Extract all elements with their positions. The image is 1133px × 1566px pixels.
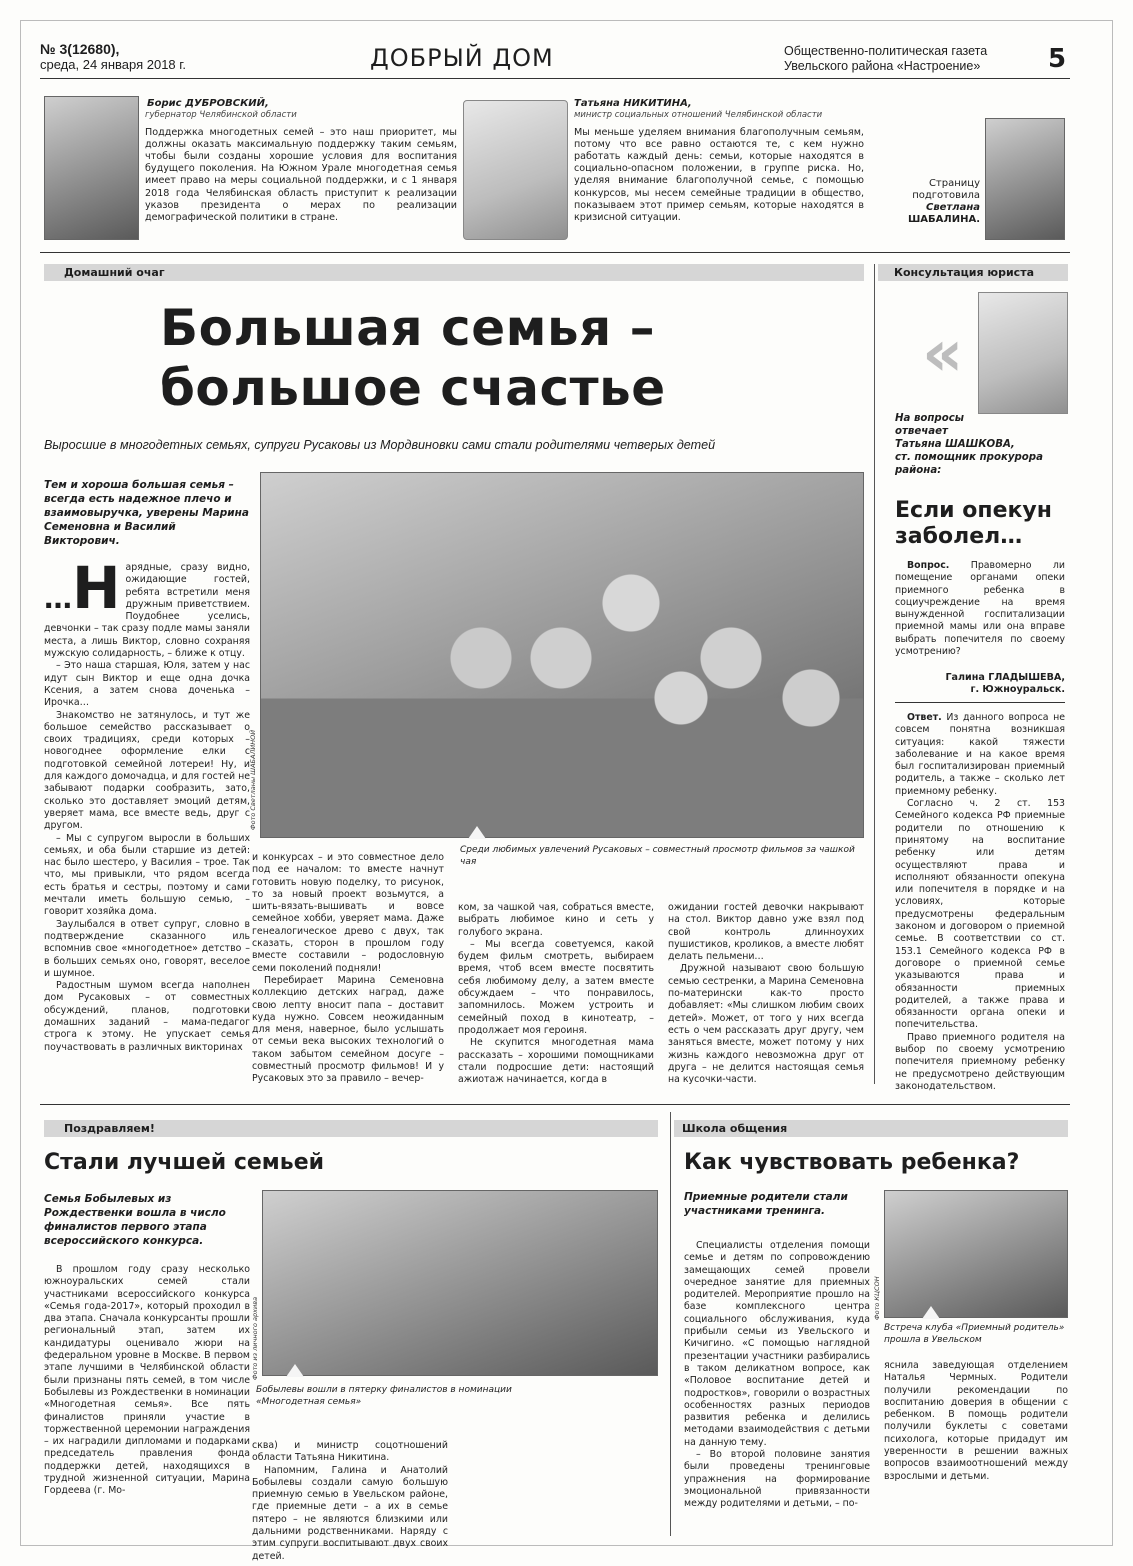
dropcap [44,554,121,623]
answer-text: Из данного вопроса не совсем понятна возникшая ситуация: какой тяжести заболевание и на какое время был госпитализирован приемный родитель, а также – сколько лет приемному ребенку. [895,712,1065,797]
congrats-title: Стали лучшей семьей [44,1150,325,1175]
section-title: ДОБРЫЙ ДОМ [370,44,554,72]
issue-number: № 3(12680), [40,41,120,57]
paragraph: Согласно ч. 2 ст. 153 Семейного кодекса РФ приемные родители по отношению к принятому на воспитание ребенку или детям осуществляют права и исполняют обязанности опекуна или попечителя в порядке и на условиях, которые предусмотрены федеральным законом и договором о приемной семье. В соответствии со ст. 153.1 Семейного кодекса РФ в договоре о приемной семье указываются права и обязанности приемных родителей, а также права и обязанности органа опеки и попечительства. [895,798,1065,1031]
rubric-lawyer: Консультация юриста [878,264,1068,281]
congrats-col-1 [44,1264,250,1534]
paragraph: Знакомство не затянулось, и тут же большое семейство рассказывает о своих традициях, среди которых – новогоднее оформление елки с подготовкой семейной лотереи! Ну, и для каждого домочадца, и для гостей не забывают подарки сообразить, зато, сколько это доставляет эмоций детям, уверяет мама, все вместе ведь, друг с другом. [44,709,250,832]
school-col-2 [884,1360,1068,1536]
rubric-home: Домашний очаг [44,264,864,281]
family-photo [260,472,864,838]
answers-line3: Татьяна ШАШКОВА, [895,439,1015,450]
paragraph: арядные, сразу видно, ожидающие гостей, ребята встретили меня дружным приветствием. Поудобнее уселись, девчонки – так сразу подле мамы заняли места, а лишь Виктор, словно сохраняя мужскую солидарность, – ближе к отцу. [44,562,250,660]
paragraph: сква) и министр соцотношений области Татьяна Никитина. [252,1440,448,1464]
quote-author-role: министр социальных отношений Челябинской области [574,110,823,121]
caption-pointer [922,1306,940,1319]
school-col-1 [684,1240,870,1536]
quote-text: Поддержка многодетных семей – это наш приоритет, мы должны оказать максимальную поддержку таким семьям, чтобы были созданы хорошие условия для воспитания будущего поколения. На Южном Урале многодетная семья имеет право на меры социальной поддержки, и с 1 января 2018 года Челябинская область приступит к реализации указов президента о мерах по реализации демографической политики в стране. [145,126,457,223]
asker-name: Галина ГЛАДЫШЕВА, [945,672,1065,683]
prepared-line2: подготовила [912,190,980,201]
question-text: Правомерно ли помещение органами опеки приемного ребенка в социучреждение на время вынужденной госпитализации приемной мамы или она вправе выбрать попечителя по своему усмотрению? [895,560,1065,658]
paragraph: ожидании гостей девочки накрывают на стол. Виктор давно уже взял под свой контроль длинноухих пушистиков, кроликов, а вместе любят делать пельмени… [668,902,864,963]
lawyer-answer [895,712,1065,1092]
answers-line2: отвечает [895,426,948,437]
bobylev-photo-credit: Фото из личного архива [251,1296,259,1380]
quote-text: Мы меньше уделяем внимания благополучным семьям, потому что все равно остаются те, с кем нужно работать каждый день: семьи, которые находятся в социально-опасном положении, в группе риска. Но, уделяя внимание благополучной семье, с помощью конкурсов, мы несем семейные традиции в общество, показываем этот пример семьям, которые находятся в кризисной ситуации. [574,126,864,223]
prepared-line1: Страницу [928,178,980,189]
main-col-3 [458,902,654,1084]
page-number: 5 [1048,44,1067,74]
paragraph: Радостным шумом всегда наполнен дом Русаковых – от совместных обсуждений, планов, подготовки домашних заданий – мама-педагог строга к этому. Не упускает семья поучаствовать в различных викторинах [44,980,250,1053]
quote-author-name: Татьяна НИКИТИНА, [574,98,692,109]
prepared-by [880,178,980,226]
dropcap-letter: Н [72,554,121,622]
header-rule [40,78,1070,79]
quote-author-name: Борис ДУБРОВСКИЙ, [147,98,269,109]
school-divider [670,1112,671,1536]
photo-scene [261,473,863,837]
paragraph: Не скупится многодетная мама рассказать – хорошими помощниками стали подросшие дети: настоящий ажиотаж начинается, когда в [458,1037,654,1086]
quote-dubrovsky [145,98,457,224]
main-lead: Тем и хороша большая семья – всегда есть надежное плечо и взаимовыручка, уверены Марина Семеновна и Василий Викторович. [44,479,249,547]
paragraph: Напомним, Галина и Анатолий Бобылевы создали самую большую приемную семью в Увельском районе, где приемные дети – а их в семье пятеро – не являются близкими или дальними родственниками. Наряду с этим супруги воспитывают двух своих детей. [252,1464,448,1562]
lawyer-question [895,560,1065,658]
congrats-lead: Семья Бобылевых из Рождественки вошла в число финалистов первого этапа всероссийского конкурса. [44,1193,226,1247]
paragraph: Право приемного родителя на выбор по своему усмотрению попечителя приемному ребенку не предусмотрено действующим законодательством. [895,1031,1065,1092]
school-lead: Приемные родители стали участниками тренинга. [684,1191,848,1217]
issue-date: среда, 24 января 2018 г. [40,57,187,72]
portrait-nikitina [463,100,568,240]
main-col-4 [668,902,864,1084]
portrait-shabalina [985,118,1065,240]
paragraph: – Мы с супругом выросли в больших семьях, и оба были старшие из детей: нас было шестеро, у Василия – трое. Так что, мы привыкли, что рядом всегда есть братья и сестры, поэтому и сами мечтали иметь большую семью, – говорит хозяйка дома. [44,832,250,918]
main-headline [160,298,666,418]
portrait-dubrovsky [44,96,139,240]
dropcap-prefix: … [44,582,72,615]
quote-nikitina [574,98,864,224]
mid-rule [40,1104,1070,1105]
quote-author-role: губернатор Челябинской области [145,110,297,121]
main-col-1 [44,554,250,1082]
rubric-congrats: Поздравляем! [44,1120,658,1137]
question-label: Вопрос. [907,560,950,571]
main-subtitle: Выросшие в многодетных семьях, супруги Русаковы из Мордвиновки сами стали родителями четверых детей [44,438,716,452]
photo-credit: Фото Светланы ШАБАЛИНОЙ [249,729,257,830]
answers-line5: района: [895,465,942,476]
paragraph: и конкурсах – и это совместное дело под ее началом: то вместе начнут готовить новую поделку, то рисунок, то за новый проект возьмутся, а шить-вязать-вышивать и вовсе семейное хобби, уверяет мама. Даже генеалогическое древо с двух, так сказать, сторон в прошлом году вместе составили – родословную семи поколений подняли! [252,852,444,974]
lawyer-title: Если опекун заболел… [895,498,1052,549]
bobylev-photo-caption: Бобылевы вошли в пятерку финалистов в номинации «Многодетная семья» [256,1385,512,1407]
lawyer-answers-by [895,412,1065,477]
school-photo [884,1190,1068,1318]
headline-line2: большое счастье [160,359,666,417]
congrats-col-2 [252,1440,448,1562]
bobylev-photo [262,1190,658,1376]
paragraph: – Мы всегда советуемся, какой будем фильм смотреть, выбираем время, чтоб всем вместе посвятить себя любимому делу, а затем вместе обсуждаем – что понравилось, запомнилось. Можем устроить и семейный поход в кинотеатр, – продолжает моя героиня. [458,938,654,1036]
school-photo-credit: Фото КЦСОН [873,1276,881,1320]
paragraph: яснила заведующая отделением Наталья Чермных. Родители получили рекомендации по воспитанию доверия в общении с ребенком. В помощь родители получили буклеты с советами психолога, которые придадут им уверенности в решении важных вопросов взаимоотношений между взрослыми и детьми. [884,1360,1068,1482]
issue-info [40,42,186,72]
paragraph: Перебирает Марина Семеновна коллекцию детских наград, даже свою лепту вносит папа – доставит куда нужно. Совсем неожиданным для меня, наверное, было услышать от семьи века высоких технологий о таком забытом семейном досуге – совместный просмотр фильмов! И у Русаковых это за правило – вечер- [252,974,444,1085]
answers-line4: ст. помощник прокурора [895,452,1043,463]
caption-pointer [286,1364,304,1377]
newspaper-name [784,44,1034,74]
family-photo-caption: Среди любимых увлечений Русаковых – совместный просмотр фильмов за чашкой чая [460,845,855,867]
school-photo-caption: Встреча клуба «Приемный родитель» прошла в Увельском [884,1323,1065,1345]
paragraph: В прошлом году сразу несколько южноуральских семей стали участниками всероссийского конкурса «Семья года-2017», который проходил в два этапа. Сначала конкурсанты прошли региональный этап, затем их кандидатуры оценивало жюри на федеральном уровне в Москве. В первом этапе лучшими в Челябинской области были признаны пять семей, в том числе Бобылевы из Рождественки в номинации «Многодетная семья». Все пять финалистов приняли участие в торжественной церемонии награждения – их наградили дипломами и подарками председатель правления фонда поддержки детей, находящихся в трудной жизненной ситуации, Марина Гордеева (г. Мо- [44,1264,250,1497]
prepared-name2: ШАБАЛИНА. [907,214,980,225]
quotes-rule [40,252,1070,253]
lawyer-divider [874,264,875,1084]
paragraph: Специалисты отделения помощи семье и детям по сопровождению замещающих семей провели очередное занятие для приемных родителей. Мероприятие прошло на базе комплексного центра социального обслуживания, куда прибыли семьи из Увельского и Кичигино. «С помощью наглядной презентации участники разбирались в таком деликатном вопросе, как «Половое воспитание детей и подростков», говорили о возрастных особенностях разных периодов развития ребенка и делились методами взаимодействия с детьми на данную тему. [684,1240,870,1448]
school-title: Как чувствовать ребенка? [684,1150,1020,1175]
newspaper-line1: Общественно-политическая газета [784,44,988,58]
main-col-2 [252,852,444,1084]
lawyer-rule [895,702,1065,703]
quote-mark-icon: « [922,317,964,391]
prepared-name1: Светлана [926,202,980,213]
paragraph: – Это наша старшая, Юля, затем у нас идут сын Виктор и еще одна дочка Ксения, а затем снова доченька – Ирочка… [44,660,250,709]
paragraph: Дружной называют свою большую семью сестренки, а Марина Семеновна по-матерински как-то просто добавляет: «Мы слишком любим своих детей». Может, от того у них всегда есть о чем рассказать друг другу, чем заняться вместе, может потому у них жизнь каждого невозможна друг от друга – не делится настоящая семья на кусочки-части. [668,963,864,1086]
answers-line1: На вопросы [895,413,964,424]
rubric-school: Школа общения [674,1120,1068,1137]
newspaper-line2: Увельского района «Настроение» [784,59,981,73]
asker-city: г. Южноуральск. [970,684,1065,695]
headline-line1: Большая семья – [160,299,656,357]
lawyer-asker [895,672,1065,696]
caption-pointer [468,826,486,839]
paragraph: – Во второй половине занятия были проведены тренинговые упражнения на формирование эмоциональной привязанности между родителями и детьми, – по- [684,1449,870,1510]
answer-label: Ответ. [907,712,942,723]
portrait-shashkova [978,292,1068,414]
paragraph: Заулыбался в ответ супруг, словно в подтверждение сказанного иль вспомнив свое «многодетное» детство – в больших семьях оно, говорят, веселое и шумное. [44,918,250,979]
paragraph: ком, за чашкой чая, собраться вместе, выбрать любимое кино и сеть у голубого экрана. [458,902,654,938]
